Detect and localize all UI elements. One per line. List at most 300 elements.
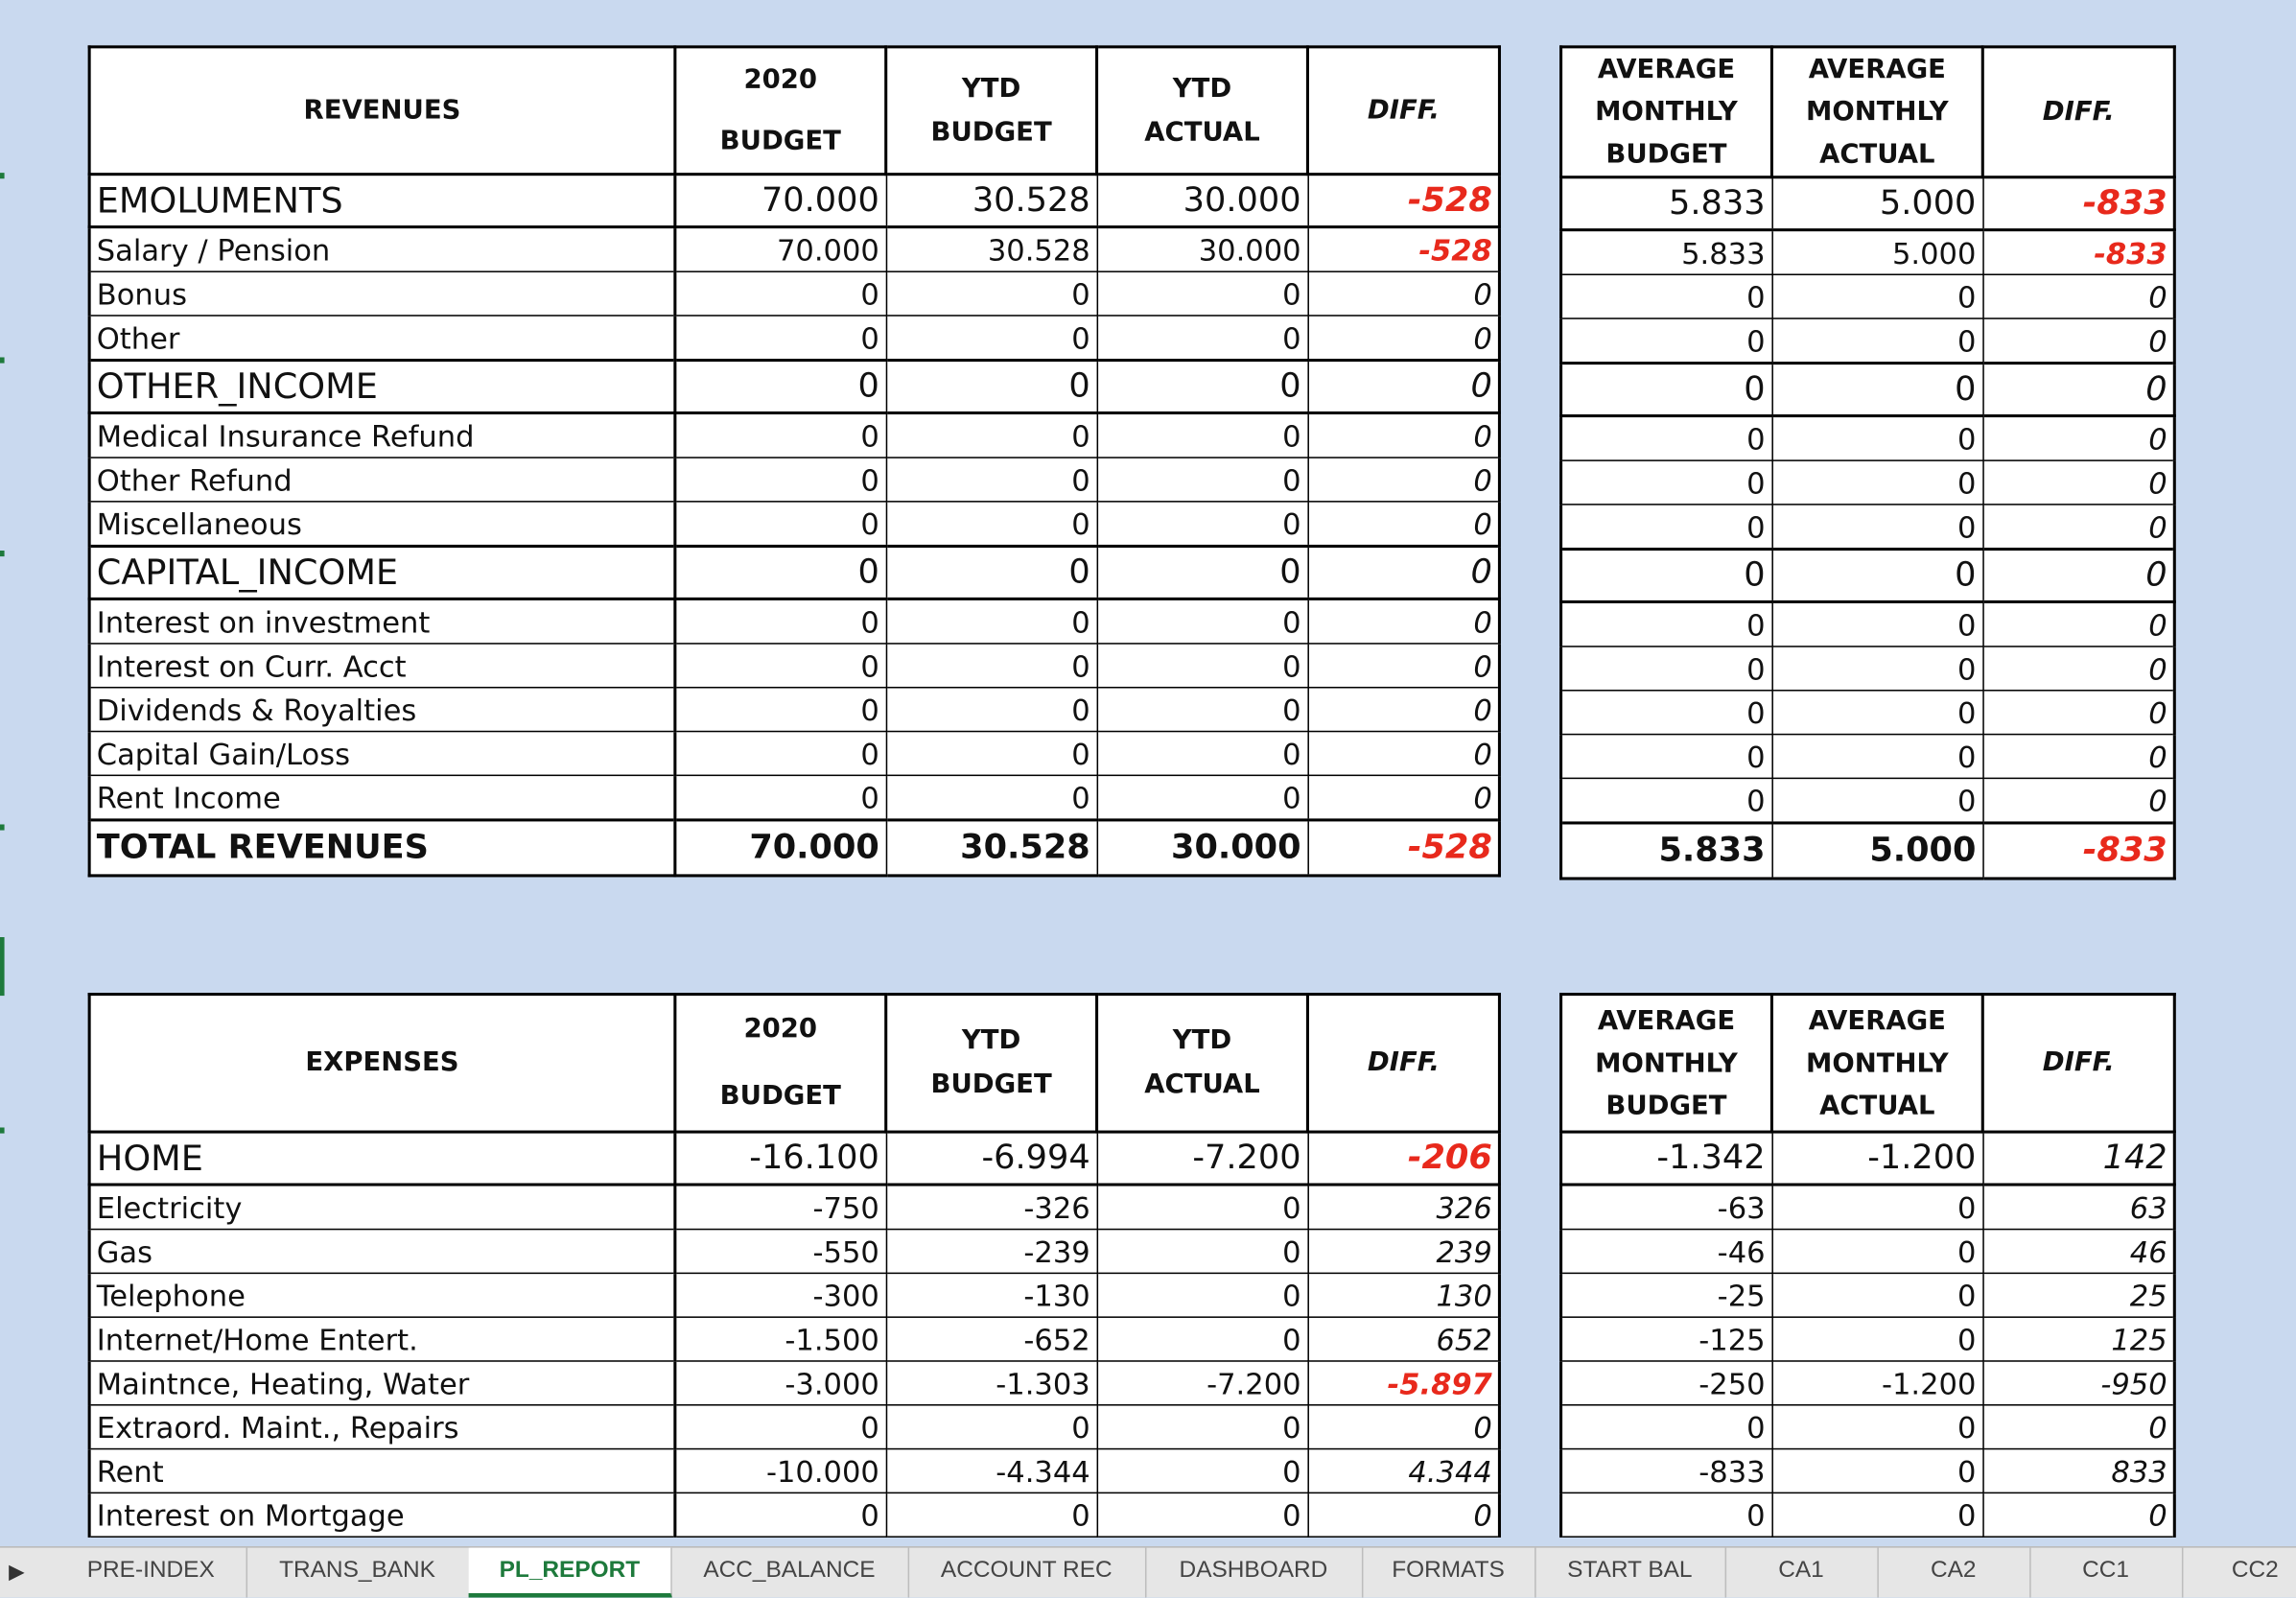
expenses-rows bbox=[89, 1132, 1499, 1537]
avg-monthly-budget-cell[interactable]: -125 bbox=[1561, 1317, 1772, 1361]
table-row bbox=[89, 316, 1499, 361]
ytd-budget-cell[interactable]: 0 bbox=[886, 546, 1097, 599]
avg-diff-cell[interactable]: 0 bbox=[1982, 549, 2174, 601]
row-label-cell[interactable]: TOTAL REVENUES bbox=[89, 820, 675, 876]
table-row bbox=[89, 1492, 1499, 1537]
total-row bbox=[89, 820, 1499, 876]
ytd-budget-cell[interactable]: -652 bbox=[886, 1317, 1097, 1361]
avg-monthly-actual-cell[interactable]: 0 bbox=[1771, 274, 1982, 318]
table-row bbox=[1561, 274, 2175, 318]
category-row bbox=[89, 1132, 1499, 1185]
table-row bbox=[89, 413, 1499, 458]
ytd-budget-cell[interactable]: 0 bbox=[886, 732, 1097, 776]
avg-monthly-actual-cell[interactable]: 0 bbox=[1771, 416, 1982, 461]
row-label-cell[interactable]: Internet/Home Entert. bbox=[89, 1317, 675, 1361]
avg-monthly-actual-cell[interactable]: 0 bbox=[1771, 735, 1982, 779]
budget-cell[interactable]: -300 bbox=[675, 1273, 886, 1317]
diff-cell[interactable]: 0 bbox=[1307, 458, 1499, 502]
avg-monthly-budget-cell[interactable]: 0 bbox=[1561, 601, 1772, 646]
monthly-label: MONTHLY bbox=[1595, 1047, 1738, 1079]
ytd-actual-label: ACTUAL bbox=[1144, 116, 1260, 148]
actual-label: ACTUAL bbox=[1819, 139, 1935, 171]
total-row bbox=[1561, 823, 2175, 879]
ytd-budget-cell[interactable]: 30.528 bbox=[886, 175, 1097, 227]
row-label-cell[interactable]: Telephone bbox=[89, 1273, 675, 1317]
avg-monthly-actual-cell[interactable]: 0 bbox=[1771, 1449, 1982, 1493]
avg-diff-cell[interactable]: 0 bbox=[1982, 691, 2174, 735]
ytd-budget-cell[interactable]: -6.994 bbox=[886, 1132, 1097, 1185]
avg-monthly-actual-cell[interactable]: -1.200 bbox=[1771, 1361, 1982, 1405]
avg-monthly-budget-cell[interactable]: 0 bbox=[1561, 416, 1772, 461]
budget-cell[interactable]: 0 bbox=[675, 732, 886, 776]
avg-diff-cell[interactable]: 0 bbox=[1982, 646, 2174, 691]
row-marker bbox=[0, 551, 5, 556]
ytd-budget-cell[interactable]: 0 bbox=[886, 458, 1097, 502]
avg-monthly-actual-cell[interactable]: 0 bbox=[1771, 691, 1982, 735]
avg-monthly-actual-cell[interactable]: 0 bbox=[1771, 364, 1982, 416]
avg-monthly-budget-cell[interactable]: -63 bbox=[1561, 1185, 1772, 1230]
diff-cell[interactable]: 239 bbox=[1307, 1230, 1499, 1274]
revenues-title: REVENUES bbox=[89, 47, 675, 175]
category-row bbox=[1561, 177, 2175, 230]
revenues-average-table bbox=[1559, 45, 2176, 880]
avg-diff-cell[interactable]: 0 bbox=[1982, 601, 2174, 646]
row-label-cell[interactable]: Salary / Pension bbox=[89, 227, 675, 272]
row-label-cell[interactable]: CAPITAL_INCOME bbox=[89, 546, 675, 599]
avg-monthly-budget-cell[interactable]: -46 bbox=[1561, 1230, 1772, 1274]
expenses-title: EXPENSES bbox=[89, 995, 675, 1133]
avg-monthly-actual-cell[interactable]: 0 bbox=[1771, 1230, 1982, 1274]
row-label-cell[interactable]: OTHER_INCOME bbox=[89, 361, 675, 413]
row-label-cell[interactable]: EMOLUMENTS bbox=[89, 175, 675, 227]
diff-cell[interactable]: 0 bbox=[1307, 361, 1499, 413]
avg-diff-cell[interactable]: 46 bbox=[1982, 1230, 2174, 1274]
sheet-tab-cc1[interactable]: CC1 bbox=[2029, 1548, 2183, 1598]
row-label-cell[interactable]: Bonus bbox=[89, 271, 675, 316]
diff-cell[interactable]: 0 bbox=[1307, 271, 1499, 316]
row-label-cell[interactable]: Dividends & Royalties bbox=[89, 688, 675, 732]
ytd-budget-cell[interactable]: 0 bbox=[886, 361, 1097, 413]
table-row bbox=[1561, 318, 2175, 364]
table-row bbox=[1561, 1273, 2175, 1317]
diff-cell[interactable]: 0 bbox=[1307, 644, 1499, 688]
budget-cell[interactable]: -3.000 bbox=[675, 1361, 886, 1405]
avg-diff-cell[interactable]: 0 bbox=[1982, 1492, 2174, 1537]
avg-monthly-actual-cell[interactable]: 5.000 bbox=[1771, 177, 1982, 230]
diff-cell[interactable]: 0 bbox=[1307, 1492, 1499, 1537]
avg-monthly-actual-cell[interactable]: 0 bbox=[1771, 601, 1982, 646]
avg-monthly-actual-cell[interactable]: 0 bbox=[1771, 549, 1982, 601]
sheet-tab-acc-balance[interactable]: ACC_BALANCE bbox=[670, 1548, 909, 1598]
avg-diff-cell[interactable]: 125 bbox=[1982, 1317, 2174, 1361]
table-row bbox=[1561, 1405, 2175, 1449]
avg-monthly-budget-cell[interactable]: 0 bbox=[1561, 646, 1772, 691]
average-label: AVERAGE bbox=[1597, 54, 1736, 85]
budget-cell[interactable]: 70.000 bbox=[675, 227, 886, 272]
ytd-actual-cell[interactable]: 0 bbox=[1097, 775, 1308, 820]
avg-diff-cell[interactable]: 833 bbox=[1982, 1449, 2174, 1493]
row-label-cell[interactable]: Electricity bbox=[89, 1185, 675, 1230]
table-row bbox=[89, 1230, 1499, 1274]
budget-header bbox=[675, 995, 886, 1133]
ytd-budget-cell[interactable]: 0 bbox=[886, 775, 1097, 820]
avg-diff-cell[interactable]: -833 bbox=[1982, 823, 2174, 879]
ytd-budget-cell[interactable]: 0 bbox=[886, 271, 1097, 316]
ytd-actual-cell[interactable]: 0 bbox=[1097, 599, 1308, 644]
avg-monthly-actual-header bbox=[1771, 995, 1982, 1133]
budget-cell[interactable]: 0 bbox=[675, 502, 886, 547]
avg-monthly-budget-cell[interactable]: 0 bbox=[1561, 735, 1772, 779]
avg-monthly-budget-cell[interactable]: 0 bbox=[1561, 778, 1772, 823]
ytd-actual-cell[interactable]: 0 bbox=[1097, 1317, 1308, 1361]
revenues-table bbox=[88, 45, 1501, 877]
avg-diff-cell[interactable]: 0 bbox=[1982, 505, 2174, 550]
ytd-label: YTD bbox=[1172, 72, 1232, 104]
avg-monthly-actual-cell[interactable]: 5.000 bbox=[1771, 823, 1982, 879]
avg-monthly-budget-cell[interactable]: -833 bbox=[1561, 1449, 1772, 1493]
avg-monthly-budget-cell[interactable]: 0 bbox=[1561, 318, 1772, 364]
ytd-actual-cell[interactable]: 0 bbox=[1097, 271, 1308, 316]
row-label-cell[interactable]: Capital Gain/Loss bbox=[89, 732, 675, 776]
table-row bbox=[89, 502, 1499, 547]
avg-diff-cell[interactable]: 0 bbox=[1982, 416, 2174, 461]
avg-monthly-actual-header bbox=[1771, 47, 1982, 177]
budget-cell[interactable]: -10.000 bbox=[675, 1449, 886, 1493]
budget-cell[interactable]: 0 bbox=[675, 271, 886, 316]
budget-label: BUDGET bbox=[719, 1080, 841, 1112]
avg-diff-cell[interactable]: 0 bbox=[1982, 274, 2174, 318]
avg-diff-cell[interactable]: 0 bbox=[1982, 460, 2174, 505]
table-row bbox=[1561, 1230, 2175, 1274]
row-label-cell[interactable]: Medical Insurance Refund bbox=[89, 413, 675, 458]
category-row bbox=[1561, 1132, 2175, 1185]
ytd-actual-cell[interactable]: 30.000 bbox=[1097, 175, 1308, 227]
row-marker bbox=[0, 357, 5, 363]
avg-monthly-actual-cell[interactable]: 0 bbox=[1771, 646, 1982, 691]
diff-cell[interactable]: 0 bbox=[1307, 316, 1499, 361]
avg-monthly-budget-cell[interactable]: -1.342 bbox=[1561, 1132, 1772, 1185]
avg-diff-cell[interactable]: -833 bbox=[1982, 230, 2174, 275]
ytd-budget-header bbox=[886, 47, 1097, 175]
diff-cell[interactable]: 652 bbox=[1307, 1317, 1499, 1361]
ytd-budget-cell[interactable]: -326 bbox=[886, 1185, 1097, 1230]
ytd-actual-label: ACTUAL bbox=[1144, 1069, 1260, 1100]
category-row bbox=[1561, 364, 2175, 416]
monthly-label: MONTHLY bbox=[1806, 96, 1949, 128]
avg-monthly-budget-cell[interactable]: 0 bbox=[1561, 364, 1772, 416]
ytd-actual-cell[interactable]: 30.000 bbox=[1097, 227, 1308, 272]
ytd-actual-cell[interactable]: -7.200 bbox=[1097, 1361, 1308, 1405]
budget-year: 2020 bbox=[743, 1013, 818, 1045]
table-row bbox=[89, 599, 1499, 644]
sheet-tab-account-rec[interactable]: ACCOUNT REC bbox=[908, 1548, 1147, 1598]
avg-diff-cell[interactable]: 25 bbox=[1982, 1273, 2174, 1317]
avg-diff-cell[interactable]: 0 bbox=[1982, 1405, 2174, 1449]
budget-label: BUDGET bbox=[1605, 139, 1727, 171]
diff-cell[interactable]: -5.897 bbox=[1307, 1361, 1499, 1405]
ytd-budget-cell[interactable]: 0 bbox=[886, 1405, 1097, 1449]
ytd-budget-cell[interactable]: -239 bbox=[886, 1230, 1097, 1274]
table-row bbox=[89, 1405, 1499, 1449]
budget-cell[interactable]: 0 bbox=[675, 361, 886, 413]
table-row bbox=[1561, 505, 2175, 550]
ytd-budget-cell[interactable]: 0 bbox=[886, 413, 1097, 458]
diff-cell[interactable]: 4.344 bbox=[1307, 1449, 1499, 1493]
avg-monthly-actual-cell[interactable]: 0 bbox=[1771, 460, 1982, 505]
avg-monthly-budget-cell[interactable]: 0 bbox=[1561, 274, 1772, 318]
ytd-budget-cell[interactable]: 0 bbox=[886, 599, 1097, 644]
expenses-table bbox=[88, 993, 1501, 1538]
ytd-actual-cell[interactable]: 0 bbox=[1097, 1273, 1308, 1317]
sheet-tab-start-bal[interactable]: START BAL bbox=[1535, 1548, 1726, 1598]
sheet-tab-dashboard[interactable]: DASHBOARD bbox=[1145, 1548, 1363, 1598]
diff-header: DIFF. bbox=[1982, 47, 2174, 177]
avg-diff-cell[interactable]: -950 bbox=[1982, 1361, 2174, 1405]
sheet-tab-formats[interactable]: FORMATS bbox=[1362, 1548, 1536, 1598]
avg-monthly-budget-cell[interactable]: 0 bbox=[1561, 1492, 1772, 1537]
table-row bbox=[89, 1273, 1499, 1317]
revenues-average-rows bbox=[1561, 177, 2175, 879]
sheet-tab-pl-report[interactable]: PL_REPORT bbox=[469, 1548, 672, 1598]
avg-monthly-actual-cell[interactable]: 0 bbox=[1771, 1405, 1982, 1449]
budget-label: BUDGET bbox=[1605, 1090, 1727, 1121]
table-row bbox=[1561, 646, 2175, 691]
diff-cell[interactable]: 0 bbox=[1307, 546, 1499, 599]
row-label-cell[interactable]: Rent bbox=[89, 1449, 675, 1493]
row-label-cell[interactable]: Gas bbox=[89, 1230, 675, 1274]
avg-monthly-actual-cell[interactable]: 0 bbox=[1771, 318, 1982, 364]
budget-cell[interactable]: 0 bbox=[675, 688, 886, 732]
ytd-actual-cell[interactable]: 0 bbox=[1097, 546, 1308, 599]
category-row bbox=[89, 546, 1499, 599]
diff-cell[interactable]: 0 bbox=[1307, 775, 1499, 820]
row-label-cell[interactable]: Interest on Mortgage bbox=[89, 1492, 675, 1537]
table-row bbox=[1561, 416, 2175, 461]
table-row bbox=[89, 688, 1499, 732]
table-row bbox=[89, 1449, 1499, 1493]
ytd-actual-cell[interactable]: 0 bbox=[1097, 1230, 1308, 1274]
row-label-cell[interactable]: Interest on Curr. Acct bbox=[89, 644, 675, 688]
ytd-actual-cell[interactable]: 0 bbox=[1097, 1185, 1308, 1230]
ytd-actual-cell[interactable]: 0 bbox=[1097, 1449, 1308, 1493]
budget-cell[interactable]: 0 bbox=[675, 546, 886, 599]
sheet-tab-cc2[interactable]: CC2 bbox=[2182, 1548, 2296, 1598]
row-marker bbox=[0, 173, 5, 178]
budget-cell[interactable]: 0 bbox=[675, 1405, 886, 1449]
ytd-actual-cell[interactable]: 0 bbox=[1097, 413, 1308, 458]
ytd-budget-header bbox=[886, 995, 1097, 1133]
avg-monthly-budget-header bbox=[1561, 995, 1772, 1133]
ytd-actual-cell[interactable]: 0 bbox=[1097, 688, 1308, 732]
table-row bbox=[1561, 601, 2175, 646]
avg-monthly-actual-cell[interactable]: 0 bbox=[1771, 778, 1982, 823]
budget-header bbox=[675, 47, 886, 175]
ytd-budget-cell[interactable]: -4.344 bbox=[886, 1449, 1097, 1493]
table-row bbox=[89, 644, 1499, 688]
ytd-actual-cell[interactable]: 0 bbox=[1097, 1405, 1308, 1449]
ytd-actual-cell[interactable]: 0 bbox=[1097, 502, 1308, 547]
ytd-actual-cell[interactable]: 30.000 bbox=[1097, 820, 1308, 876]
table-row bbox=[1561, 691, 2175, 735]
ytd-label: YTD bbox=[1172, 1024, 1232, 1056]
avg-monthly-actual-cell[interactable]: -1.200 bbox=[1771, 1132, 1982, 1185]
ytd-actual-header bbox=[1097, 47, 1308, 175]
table-row bbox=[89, 1185, 1499, 1230]
avg-monthly-budget-cell[interactable]: 0 bbox=[1561, 691, 1772, 735]
avg-diff-cell[interactable]: -833 bbox=[1982, 177, 2174, 230]
sheet-tab-ca2[interactable]: CA2 bbox=[1877, 1548, 2030, 1598]
diff-header: DIFF. bbox=[1982, 995, 2174, 1133]
avg-monthly-budget-cell[interactable]: 0 bbox=[1561, 1405, 1772, 1449]
sheet-tab-bar bbox=[0, 1546, 2296, 1597]
avg-monthly-budget-cell[interactable]: 5.833 bbox=[1561, 230, 1772, 275]
diff-cell[interactable]: 0 bbox=[1307, 688, 1499, 732]
avg-monthly-budget-cell[interactable]: -250 bbox=[1561, 1361, 1772, 1405]
table-row bbox=[89, 271, 1499, 316]
budget-year: 2020 bbox=[743, 63, 818, 95]
table-row bbox=[89, 227, 1499, 272]
ytd-actual-cell[interactable]: 0 bbox=[1097, 361, 1308, 413]
ytd-actual-cell[interactable]: 0 bbox=[1097, 1492, 1308, 1537]
row-label-cell[interactable]: Miscellaneous bbox=[89, 502, 675, 547]
average-label: AVERAGE bbox=[1597, 1005, 1736, 1037]
ytd-actual-cell[interactable]: 0 bbox=[1097, 644, 1308, 688]
budget-cell[interactable]: 0 bbox=[675, 1492, 886, 1537]
play-right-icon[interactable]: ▶ bbox=[9, 1559, 25, 1584]
avg-monthly-actual-cell[interactable]: 5.000 bbox=[1771, 230, 1982, 275]
table-row bbox=[1561, 1317, 2175, 1361]
row-label-cell[interactable]: Interest on investment bbox=[89, 599, 675, 644]
budget-cell[interactable]: 0 bbox=[675, 316, 886, 361]
table-row bbox=[89, 775, 1499, 820]
row-label-cell[interactable]: Maintnce, Heating, Water bbox=[89, 1361, 675, 1405]
avg-monthly-actual-cell[interactable]: 0 bbox=[1771, 1317, 1982, 1361]
diff-cell[interactable]: -528 bbox=[1307, 227, 1499, 272]
row-label-cell[interactable]: Extraord. Maint., Repairs bbox=[89, 1405, 675, 1449]
table-row bbox=[1561, 1361, 2175, 1405]
avg-diff-cell[interactable]: 0 bbox=[1982, 735, 2174, 779]
avg-diff-cell[interactable]: 142 bbox=[1982, 1132, 2174, 1185]
category-row bbox=[89, 361, 1499, 413]
ytd-budget-cell[interactable]: 0 bbox=[886, 316, 1097, 361]
avg-monthly-actual-cell[interactable]: 0 bbox=[1771, 1492, 1982, 1537]
diff-cell[interactable]: 0 bbox=[1307, 732, 1499, 776]
budget-cell[interactable]: 70.000 bbox=[675, 175, 886, 227]
table-row bbox=[89, 1317, 1499, 1361]
budget-cell[interactable]: 0 bbox=[675, 599, 886, 644]
budget-cell[interactable]: 70.000 bbox=[675, 820, 886, 876]
ytd-budget-cell[interactable]: 0 bbox=[886, 688, 1097, 732]
ytd-budget-cell[interactable]: 0 bbox=[886, 644, 1097, 688]
budget-cell[interactable]: 0 bbox=[675, 644, 886, 688]
budget-cell[interactable]: 0 bbox=[675, 413, 886, 458]
avg-monthly-budget-cell[interactable]: -25 bbox=[1561, 1273, 1772, 1317]
diff-cell[interactable]: 0 bbox=[1307, 413, 1499, 458]
ytd-actual-cell[interactable]: 0 bbox=[1097, 732, 1308, 776]
average-label: AVERAGE bbox=[1808, 1005, 1946, 1037]
ytd-budget-cell[interactable]: 30.528 bbox=[886, 820, 1097, 876]
budget-cell[interactable]: -16.100 bbox=[675, 1132, 886, 1185]
actual-label: ACTUAL bbox=[1819, 1090, 1935, 1121]
table-row bbox=[1561, 778, 2175, 823]
ytd-budget-cell[interactable]: -1.303 bbox=[886, 1361, 1097, 1405]
ytd-actual-header bbox=[1097, 995, 1308, 1133]
avg-diff-cell[interactable]: 0 bbox=[1982, 778, 2174, 823]
monthly-label: MONTHLY bbox=[1595, 96, 1738, 128]
ytd-budget-cell[interactable]: 0 bbox=[886, 502, 1097, 547]
sheet-tab-ca1[interactable]: CA1 bbox=[1725, 1548, 1879, 1598]
avg-diff-cell[interactable]: 0 bbox=[1982, 318, 2174, 364]
table-row bbox=[89, 732, 1499, 776]
table-row bbox=[89, 458, 1499, 502]
diff-header: DIFF. bbox=[1307, 995, 1499, 1133]
row-label-cell[interactable]: HOME bbox=[89, 1132, 675, 1185]
ytd-budget-label: BUDGET bbox=[930, 1069, 1052, 1100]
ytd-budget-cell[interactable]: 30.528 bbox=[886, 227, 1097, 272]
avg-monthly-actual-cell[interactable]: 0 bbox=[1771, 1273, 1982, 1317]
avg-monthly-actual-cell[interactable]: 0 bbox=[1771, 1185, 1982, 1230]
avg-monthly-actual-cell[interactable]: 0 bbox=[1771, 505, 1982, 550]
diff-header: DIFF. bbox=[1307, 47, 1499, 175]
table-row bbox=[89, 1361, 1499, 1405]
budget-cell[interactable]: 0 bbox=[675, 458, 886, 502]
table-row bbox=[1561, 735, 2175, 779]
revenues-rows bbox=[89, 175, 1499, 876]
category-row bbox=[89, 175, 1499, 227]
ytd-actual-cell[interactable]: -7.200 bbox=[1097, 1132, 1308, 1185]
avg-monthly-budget-cell[interactable]: 5.833 bbox=[1561, 823, 1772, 879]
avg-monthly-budget-header bbox=[1561, 47, 1772, 177]
ytd-budget-cell[interactable]: 0 bbox=[886, 1492, 1097, 1537]
row-label-cell[interactable]: Other Refund bbox=[89, 458, 675, 502]
budget-cell[interactable]: -750 bbox=[675, 1185, 886, 1230]
sheet-tab-trans-bank[interactable]: TRANS_BANK bbox=[246, 1548, 471, 1598]
budget-cell[interactable]: -1.500 bbox=[675, 1317, 886, 1361]
diff-cell[interactable]: -528 bbox=[1307, 820, 1499, 876]
table-row bbox=[1561, 230, 2175, 275]
ytd-actual-cell[interactable]: 0 bbox=[1097, 316, 1308, 361]
ytd-label: YTD bbox=[961, 72, 1021, 104]
table-row bbox=[1561, 460, 2175, 505]
diff-cell[interactable]: 0 bbox=[1307, 599, 1499, 644]
row-marker bbox=[0, 824, 5, 830]
diff-cell[interactable]: 0 bbox=[1307, 1405, 1499, 1449]
ytd-actual-cell[interactable]: 0 bbox=[1097, 458, 1308, 502]
budget-cell[interactable]: -550 bbox=[675, 1230, 886, 1274]
row-label-cell[interactable]: Other bbox=[89, 316, 675, 361]
avg-monthly-budget-cell[interactable]: 0 bbox=[1561, 505, 1772, 550]
avg-diff-cell[interactable]: 0 bbox=[1982, 364, 2174, 416]
diff-cell[interactable]: 130 bbox=[1307, 1273, 1499, 1317]
row-marker bbox=[0, 1127, 5, 1133]
table-row bbox=[1561, 1492, 2175, 1537]
ytd-budget-label: BUDGET bbox=[930, 116, 1052, 148]
diff-cell[interactable]: -206 bbox=[1307, 1132, 1499, 1185]
budget-label: BUDGET bbox=[719, 125, 841, 156]
avg-diff-cell[interactable]: 63 bbox=[1982, 1185, 2174, 1230]
diff-cell[interactable]: 0 bbox=[1307, 502, 1499, 547]
avg-monthly-budget-cell[interactable]: 0 bbox=[1561, 460, 1772, 505]
avg-monthly-budget-cell[interactable]: 5.833 bbox=[1561, 177, 1772, 230]
budget-cell[interactable]: 0 bbox=[675, 775, 886, 820]
sheet-tab-pre-index[interactable]: PRE-INDEX bbox=[56, 1548, 247, 1598]
avg-monthly-budget-cell[interactable]: 0 bbox=[1561, 549, 1772, 601]
table-row bbox=[1561, 1449, 2175, 1493]
diff-cell[interactable]: 326 bbox=[1307, 1185, 1499, 1230]
row-label-cell[interactable]: Rent Income bbox=[89, 775, 675, 820]
ytd-budget-cell[interactable]: -130 bbox=[886, 1273, 1097, 1317]
diff-cell[interactable]: -528 bbox=[1307, 175, 1499, 227]
